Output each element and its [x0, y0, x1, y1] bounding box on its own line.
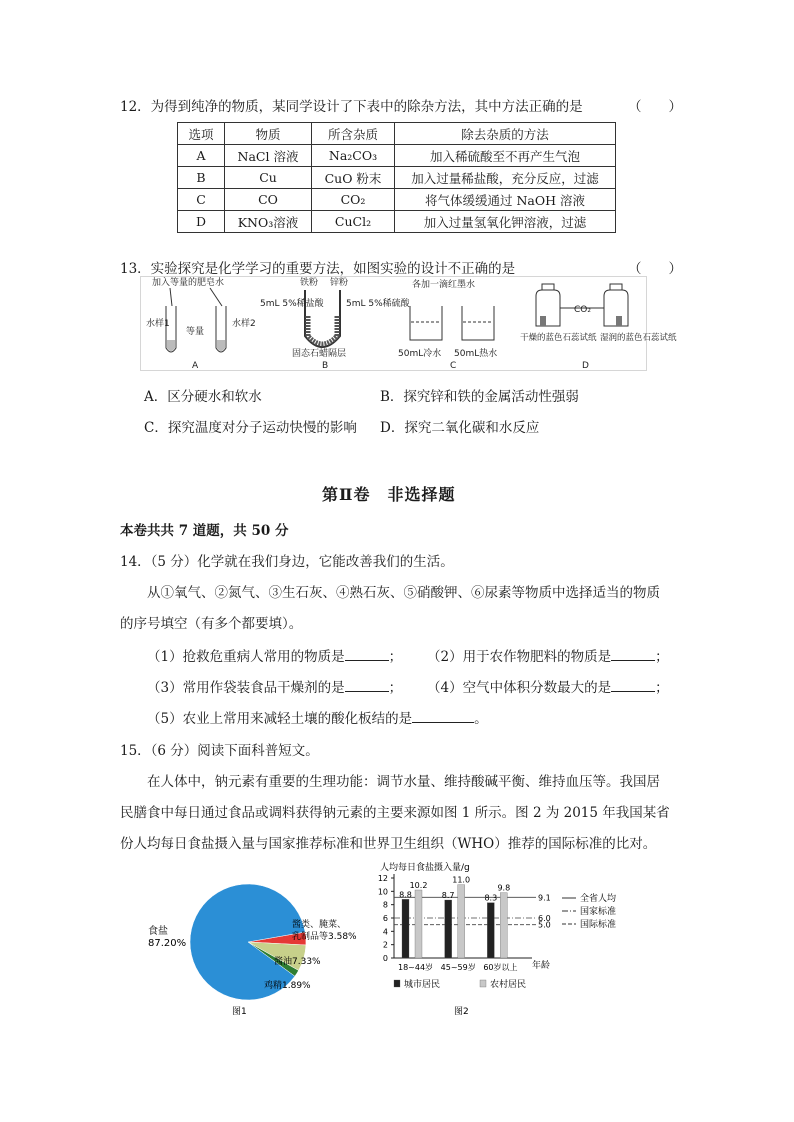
fig-c-l: 50mL冷水	[398, 349, 442, 359]
stopper	[610, 284, 622, 290]
table-cell: CuO 粉末	[312, 167, 395, 189]
table-cell: C	[178, 189, 225, 211]
y-tick-label: 2	[382, 940, 388, 950]
semicolon: ；	[655, 649, 669, 665]
fig-a-top: 加入等量的肥皂水	[152, 278, 225, 288]
table-row	[178, 145, 616, 167]
q12-bracket: （ ）	[628, 99, 682, 115]
ref-line-value: 5.0	[538, 920, 551, 930]
ref-legend-label: 国家标准	[580, 907, 617, 917]
q14-part4-text: （4）空气中体积分数最大的是	[427, 680, 612, 696]
table-row	[178, 189, 616, 211]
y-tick-label: 10	[377, 887, 388, 897]
q14-part3-text: （3）常用作袋装食品干燥剂的是	[147, 680, 345, 696]
bar-value-label: 10.2	[409, 881, 428, 890]
q13-stem: 13．实验探究是化学学习的重要方法，如图实验的设计不正确的是	[120, 261, 516, 277]
ref-line-value: 6.0	[538, 914, 551, 923]
pie-label-sauce-line1: 酱类、腌菜、	[292, 920, 347, 930]
q13-figure	[140, 276, 677, 372]
q15-stem: 15．（6 分）阅读下面科普短文。	[120, 743, 319, 759]
water-2	[217, 340, 225, 351]
table-cell: CO	[225, 189, 312, 211]
section-subtitle: 本卷共共 7 道题，共 50 分	[120, 523, 289, 539]
fig-b-l1: 铁粉	[300, 278, 319, 288]
q13-option-b: B．探究锌和铁的金属活动性强弱	[380, 389, 579, 405]
x-tick-label: 45~59岁	[440, 963, 476, 972]
table-cell: B	[178, 167, 225, 189]
table-row	[178, 211, 616, 233]
legend-label: 农村居民	[490, 980, 527, 990]
pie-chart	[140, 880, 370, 1020]
q14-part1-text: （1）抢救危重病人常用的物质是	[147, 649, 345, 665]
y-tick-label: 6	[382, 914, 388, 923]
fig-c-top: 各加一滴红墨水	[412, 280, 476, 290]
q13-bracket: （ ）	[628, 261, 682, 277]
fig-b-l2: 锌粉	[330, 278, 349, 288]
table-header: 物质	[225, 123, 312, 145]
table-header-row	[178, 123, 616, 145]
table-header: 所含杂质	[312, 123, 395, 145]
table-cell: Na₂CO₃	[312, 145, 395, 167]
bar-value-label: 8.8	[399, 890, 412, 900]
q14-part5	[147, 707, 488, 727]
q14-line2: 的序号填空（有多个都要填）。	[120, 616, 303, 632]
q14-part2	[427, 645, 669, 665]
fig-b-acid-r: 5mL 5%稀硫酸	[346, 299, 410, 309]
answer-blank[interactable]	[345, 679, 389, 692]
semicolon: ；	[388, 680, 403, 696]
bar-value-label: 9.8	[497, 883, 511, 893]
table-header: 除去杂质的方法	[395, 123, 616, 145]
legend-swatch	[480, 980, 486, 987]
table-header: 选项	[178, 123, 225, 145]
table-cell: KNO₃溶液	[225, 211, 312, 233]
figure-c	[398, 278, 497, 371]
q14-part1	[147, 645, 402, 665]
figure-a	[146, 276, 256, 371]
q15-para2: 民膳食中每日通过食品或调料获得钠元素的主要来源如图 1 所示。图 2 为 2015 年我国某省	[120, 805, 670, 821]
fig-d-l: 干燥的蓝色石蕊试纸	[520, 333, 597, 343]
bar-y-label: 人均每日食盐摄入量/g	[380, 863, 470, 873]
semicolon: ；	[388, 649, 403, 665]
table-cell: 加入稀硫酸至不再产生气泡	[395, 145, 616, 167]
x-tick-label: 60岁以上	[483, 963, 518, 972]
section-title: 第Ⅱ卷 非选择题	[322, 485, 456, 504]
table-cell: CO₂	[312, 189, 395, 211]
water-1	[167, 340, 175, 351]
fig-c-label: C	[450, 361, 457, 371]
table-cell: 加入过量氢氧化钾溶液，过滤	[395, 211, 616, 233]
wax-layer	[308, 316, 337, 344]
y-tick-label: 8	[382, 900, 388, 910]
fig-a-label: A	[192, 361, 199, 371]
legend-swatch	[394, 980, 400, 987]
q15-para1: 在人体中，钠元素有重要的生理功能：调节水量、维持酸碱平衡、维持血压等。我国居	[147, 774, 660, 790]
bar-0-0	[402, 899, 409, 958]
x-tick-label: 18~44岁	[398, 963, 434, 972]
bar-1-0	[415, 890, 422, 958]
bar-1-2	[500, 893, 507, 958]
y-tick-label: 12	[377, 874, 388, 883]
table-cell: D	[178, 211, 225, 233]
fig-a-mid: 等量	[186, 327, 205, 337]
pie-label-salt-value: 87.20%	[148, 938, 187, 949]
q14-part2-text: （2）用于农作物肥料的物质是	[427, 649, 612, 665]
period: 。	[474, 711, 488, 727]
q13-option-d: D．探究二氧化碳和水反应	[380, 420, 540, 436]
paper-wet	[616, 316, 622, 326]
answer-blank[interactable]	[345, 648, 389, 661]
pie-label-msg: 鸡精1.89%	[264, 981, 311, 991]
figure-d	[520, 284, 677, 371]
table-cell: 将气体缓缓通过 NaOH 溶液	[395, 189, 616, 211]
bar-0-1	[445, 900, 452, 958]
q13-option-c: C．探究温度对分子运动快慢的影响	[144, 420, 357, 436]
q14-line1: 从①氧气、②氮气、③生石灰、④熟石灰、⑤硝酸钾、⑥尿素等物质中选择适当的物质	[147, 585, 660, 601]
q12-table	[177, 122, 616, 233]
y-tick-label: 4	[382, 927, 388, 937]
fig-a-right: 水样2	[232, 319, 256, 329]
answer-blank[interactable]	[611, 648, 655, 661]
table-cell: 加入过量稀盐酸，充分反应，过滤	[395, 167, 616, 189]
q14-part3	[147, 676, 402, 696]
pie-label-sauce-line2: 乳制品等3.58%	[292, 932, 357, 942]
bar-chart	[372, 858, 642, 1018]
ref-legend-label: 全省人均	[580, 894, 617, 904]
q14-part4	[427, 676, 669, 696]
fig-a-left: 水样1	[146, 319, 170, 329]
ref-line-value: 9.1	[538, 893, 551, 903]
fig-d-label: D	[582, 361, 589, 371]
fig-c-r: 50mL热水	[454, 349, 498, 359]
q14-part5-text: （5）农业上常用来减轻土壤的酸化板结的是	[147, 711, 413, 727]
answer-blank[interactable]	[412, 710, 474, 723]
table-row	[178, 167, 616, 189]
answer-blank[interactable]	[611, 679, 655, 692]
figure-b	[260, 276, 411, 371]
bottle-left	[536, 290, 560, 326]
pie-label-soy: 酱油7.33%	[274, 957, 321, 967]
table-cell: CuCl₂	[312, 211, 395, 233]
arrow	[170, 288, 172, 306]
fig-b-acid-l: 5mL 5%稀盐酸	[260, 299, 324, 309]
bar-value-label: 11.0	[452, 875, 471, 885]
fig1-caption: 图1	[232, 1007, 247, 1017]
semicolon: ；	[655, 680, 669, 696]
stopper	[542, 284, 554, 290]
bar-0-2	[487, 903, 494, 958]
table-cell: A	[178, 145, 225, 167]
table-cell: NaCl 溶液	[225, 145, 312, 167]
pie-label-salt-name: 食盐	[148, 926, 168, 937]
beaker-cold	[410, 306, 442, 340]
paper-dry	[540, 316, 546, 326]
beaker-hot	[462, 306, 494, 340]
fig-d-r: 湿润的蓝色石蕊试纸	[600, 333, 677, 343]
bar-legend	[394, 978, 526, 990]
bar-x-label: 年龄	[532, 961, 551, 971]
fig-b-label: B	[322, 361, 329, 371]
fig2-caption: 图2	[454, 1007, 469, 1017]
bar-value-label: 8.3	[484, 893, 498, 903]
fig-d-gas: CO₂	[574, 305, 591, 315]
q14-stem: 14．（5 分）化学就在我们身边，它能改善我们的生活。	[120, 554, 454, 570]
q13-option-a: A．区分硬水和软水	[144, 389, 262, 405]
arrow	[210, 288, 222, 306]
bar-value-label: 8.7	[441, 891, 455, 900]
bar-1-1	[458, 885, 465, 958]
legend-label: 城市居民	[404, 980, 441, 990]
table-cell: Cu	[225, 167, 312, 189]
q15-para3: 份人均每日食盐摄入量与国家推荐标准和世界卫生组织（WHO）推荐的国际标准的比对。	[120, 836, 657, 852]
ref-legend-label: 国际标准	[580, 920, 617, 930]
y-tick-label: 0	[382, 954, 388, 963]
q12-stem: 12．为得到纯净的物质，某同学设计了下表中的除杂方法，其中方法正确的是	[120, 99, 583, 115]
fig-b-bottom: 固态石蜡隔层	[292, 349, 347, 359]
